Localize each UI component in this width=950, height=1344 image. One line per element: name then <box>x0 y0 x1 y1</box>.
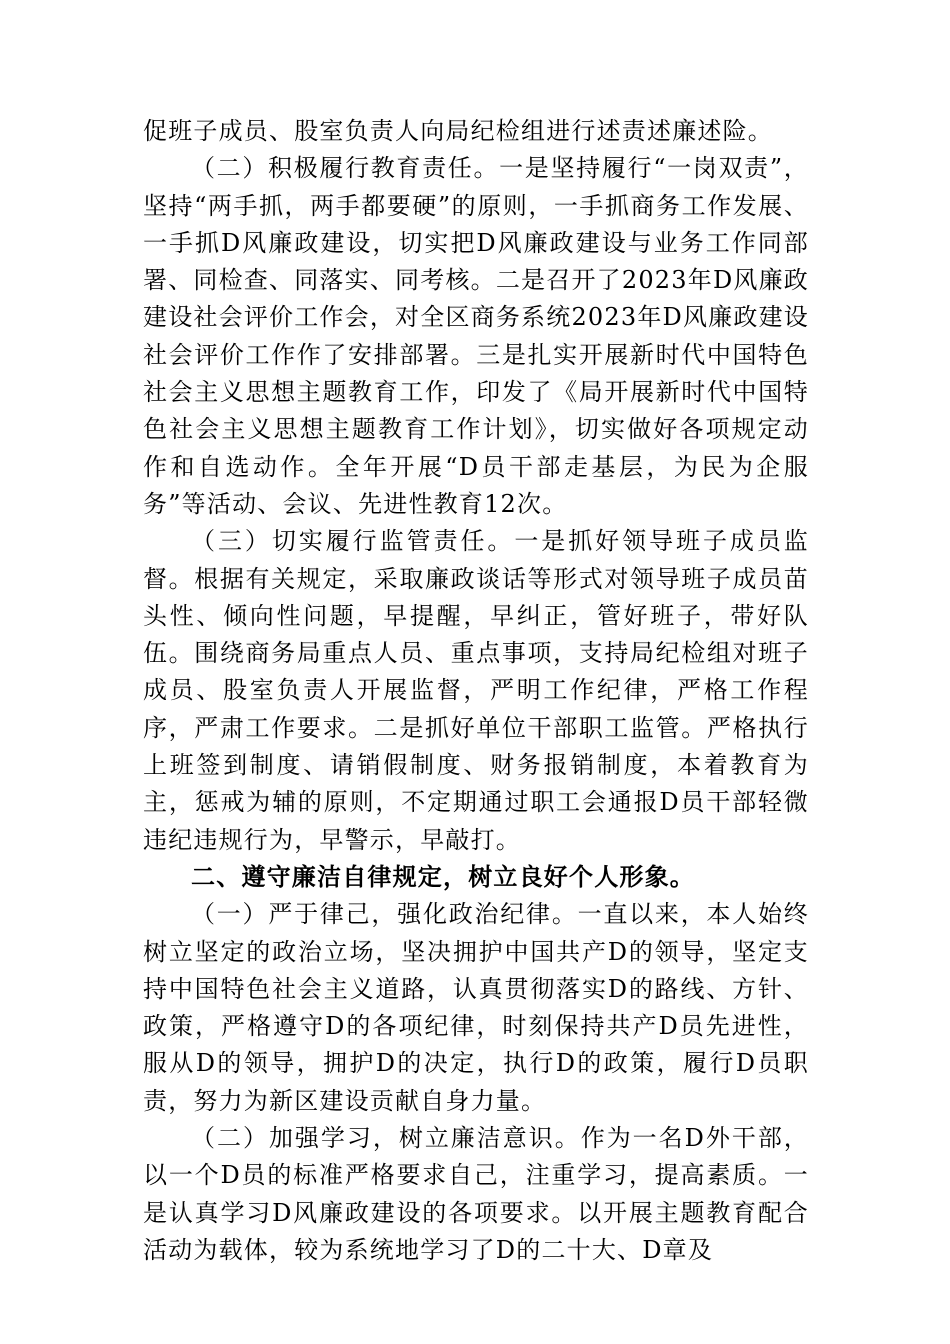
document-body <box>143 113 809 1269</box>
paragraph-supervision-responsibility: （三）切实履行监管责任。一是抓好领导班子成员监督。根据有关规定，采取廉政谈话等形式对领导班子成员苗头性、倾向性问题，早提醒，早纠正，管好班子，带好队伍。围绕商务局重点人员、重点事项，支持局纪检组对班子成员、股室负责人开展监督，严明工作纪律，严格工作程序，严肃工作要求。二是抓好单位干部职工监管。严格执行上班签到制度、请销假制度、财务报销制度，本着教育为主，惩戒为辅的原则，不定期通过职工会通报D员干部轻微违纪违规行为，早警示，早敲打。 <box>143 527 809 854</box>
paragraph-political-discipline: （一）严于律己，强化政治纪律。一直以来，本人始终树立坚定的政治立场，坚决拥护中国共产D的领导，坚定支持中国特色社会主义道路，认真贯彻落实D的路线、方针、政策，严格遵守D的各项纪律，时刻保持共产D员先进性，服从D的领导，拥护D的决定，执行D的政策，履行D员职责，努力为新区建设贡献自身力量。 <box>143 900 809 1115</box>
paragraph-education-responsibility: （二）积极履行教育责任。一是坚持履行“一岗双责”，坚持“两手抓，两手都要硬”的原则，一手抓商务工作发展、一手抓D风廉政建设，切实把D风廉政建设与业务工作同部署、同检查、同落实、同考核。二是召开了2023年D风廉政建设社会评价工作会，对全区商务系统2023年D风廉政建设社会评价工作作了安排部署。三是扎实开展新时代中国特色社会主义思想主题教育工作，印发了《局开展新时代中国特色社会主义思想主题教育工作计划》，切实做好各项规定动作和自选动作。全年开展“D员干部走基层，为民为企服务”等活动、会议、先进性教育12次。 <box>143 154 809 518</box>
section-heading: 二、遵守廉洁自律规定，树立良好个人形象。 <box>191 862 695 891</box>
paragraph-study-integrity: （二）加强学习，树立廉洁意识。作为一名D外干部，以一个D员的标准严格要求自己，注重学习，提高素质。一是认真学习D风廉政建设的各项要求。以开展主题教育配合活动为载体，较为系统地学习了D的二十大、D章及 <box>143 1124 809 1264</box>
paragraph-continuation: 促班子成员、股室负责人向局纪检组进行述责述廉述险。 <box>143 117 773 145</box>
